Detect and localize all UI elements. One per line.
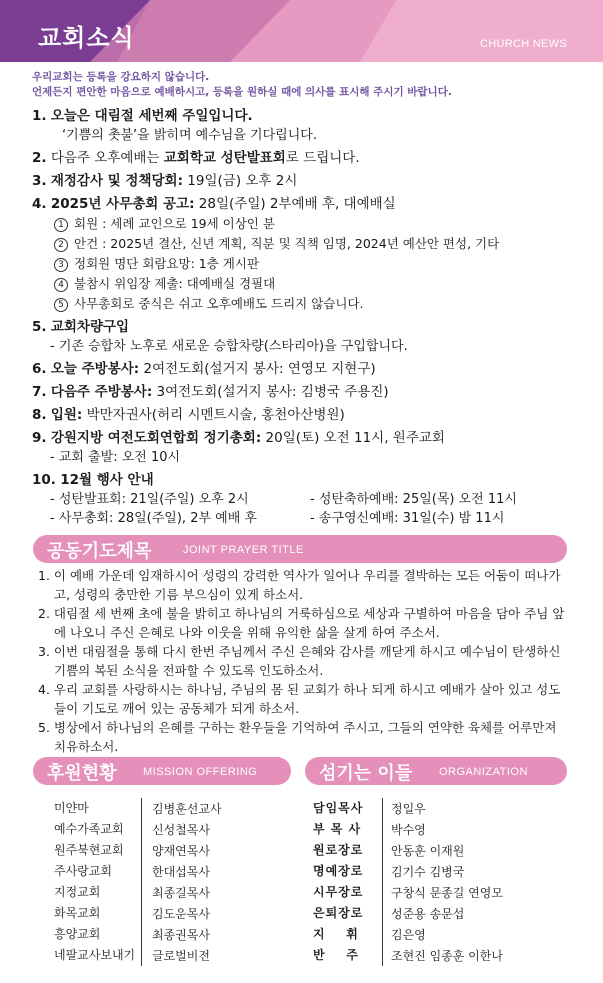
role-names: 김은영 [391, 928, 426, 942]
news-item-7 [32, 382, 592, 402]
item-heading: 다음주 주방봉사: [50, 384, 153, 400]
role-label: 부 목 사 [313, 819, 383, 840]
table-row [54, 945, 222, 966]
item-text: 3여전도회(설거지 봉사: 김병국 주용진) [152, 384, 389, 400]
table-row [313, 882, 503, 903]
table-row [54, 819, 222, 840]
missionary-name: 최종길목사 [152, 886, 210, 900]
event-schedule [32, 490, 592, 528]
news-item-5 [32, 317, 592, 356]
sub-list-item [32, 214, 592, 234]
table-row [54, 924, 222, 945]
event-column-left [50, 490, 310, 528]
news-item-10 [32, 470, 592, 528]
circled-number: 5 [54, 298, 68, 312]
church-name: 미얀마 [54, 798, 142, 819]
news-item-3 [32, 171, 592, 191]
church-name: 원주북현교회 [54, 840, 142, 861]
item-detail: ‘기쁨의 촛불’을 밝히며 예수님을 기다립니다. [62, 128, 317, 143]
missionary-name: 김도운목사 [152, 907, 210, 921]
item-detail: - 기존 승합차 노후로 새로운 승합차량(스타리아)을 구입합니다. [50, 339, 408, 354]
role-names: 정일우 [391, 802, 426, 816]
role-names: 조현진 임종훈 이한나 [391, 949, 503, 963]
role-names: 박수영 [391, 823, 426, 837]
role-names: 안동훈 이재원 [391, 844, 465, 858]
sub-list-text: 회원 : 세례 교인으로 19세 이상인 분 [74, 216, 275, 231]
news-item-4 [32, 194, 592, 314]
item-text: 19일(금) 오후 2시 [183, 173, 298, 189]
section-title: 후원현황 [47, 763, 117, 784]
section-title-en: MISSION OFFERING [143, 766, 258, 778]
prayer-item: 2. 대림절 세 번째 초에 불을 밝히고 하나님의 거룩하심으로 세상과 구별하여 마음을 담아 주님 앞에 나오니 주신 은혜로 나와 이웃을 위해 유익한 삶을 살게 하여 주소서. [38, 606, 565, 640]
table-row [313, 819, 503, 840]
item-number: 6. [32, 361, 47, 377]
item-number: 8. [32, 407, 47, 423]
role-label: 은퇴장로 [313, 903, 383, 924]
section-title: 공동기도제목 [47, 541, 152, 562]
church-name: 예수가족교회 [54, 819, 142, 840]
prayer-section-header [33, 535, 567, 563]
item-number: 7. [32, 384, 47, 400]
news-item-2 [32, 148, 592, 168]
item-text: 박만자권사(허리 시멘트시술, 홍천아산병원) [82, 407, 345, 423]
sub-list-text: 사무총회로 중식은 쉬고 오후예배도 드리지 않습니다. [74, 296, 364, 311]
sub-list-text: 불참시 위임장 제출: 대예배실 경필대 [74, 276, 276, 291]
table-row [313, 924, 503, 945]
item-text: 2여전도회(설거지 봉사: 연영모 지현구) [139, 361, 376, 377]
table-row [54, 861, 222, 882]
event-line: - 송구영신예배: 31일(수) 밤 11시 [310, 511, 505, 526]
event-line: - 성탄발표회: 21일(주일) 오후 2시 [50, 492, 249, 507]
sub-list-item [32, 294, 592, 314]
item-number: 1. [32, 108, 47, 124]
item-text: 다음주 오후예배는 [50, 150, 164, 166]
table-row [54, 798, 222, 819]
news-item-9 [32, 428, 592, 467]
registration-notice [32, 70, 452, 100]
missionary-name: 양재연목사 [152, 844, 210, 858]
notice-line-1: 우리교회는 등록을 강요하지 않습니다. [32, 71, 210, 83]
role-label: 반 주 [313, 945, 383, 966]
table-row [313, 840, 503, 861]
role-label: 명예장로 [313, 861, 383, 882]
mission-section-header [33, 757, 291, 785]
table-row [54, 903, 222, 924]
missionary-name: 김병훈선교사 [152, 802, 222, 816]
church-name: 주사랑교회 [54, 861, 142, 882]
item-text: 로 드립니다. [285, 150, 360, 166]
item-heading: 재정감사 및 정책당회: [50, 173, 183, 189]
news-item-8 [32, 405, 592, 425]
circled-number: 4 [54, 278, 68, 292]
item-number: 3. [32, 173, 47, 189]
page-subtitle: CHURCH NEWS [479, 38, 567, 50]
prayer-item: 5. 병상에서 하나님의 은혜를 구하는 환우들을 기억하여 주시고, 그들의 연약한 육체를 어루만져 치유하소서. [38, 720, 557, 754]
sub-list-item [32, 274, 592, 294]
news-list [32, 106, 592, 531]
section-title-en: JOINT PRAYER TITLE [183, 544, 304, 556]
sub-list-text: 정회원 명단 회람요망: 1층 게시판 [74, 256, 260, 271]
item-heading: 교회차량구입 [50, 319, 130, 335]
sub-list-item [32, 254, 592, 274]
item-detail: - 교회 출발: 오전 10시 [50, 450, 181, 465]
prayer-item: 3. 이번 대림절을 통해 다시 한번 주님께서 주신 은혜와 감사를 깨닫게 하시고 예수님이 탄생하신 기쁨의 복된 소식을 전파할 수 있도록 인도하소서. [38, 644, 561, 678]
table-row [313, 798, 503, 819]
section-title: 섬기는 이들 [319, 763, 413, 784]
item-number: 5. [32, 319, 47, 335]
table-row [54, 840, 222, 861]
event-column-right [310, 490, 517, 528]
news-item-1 [32, 106, 592, 145]
header-banner [0, 0, 603, 62]
organization-table [313, 798, 503, 966]
church-name: 지정교회 [54, 882, 142, 903]
role-names: 구창식 문종길 연영모 [391, 886, 503, 900]
sub-list-item [32, 234, 592, 254]
item-text: 28일(주일) 2부예배 후, 대예배실 [194, 196, 396, 212]
section-title-en: ORGANIZATION [439, 766, 528, 778]
circled-number: 1 [54, 218, 68, 232]
organization-section-header [305, 757, 567, 785]
missionary-name: 신성철목사 [152, 823, 210, 837]
table-row [313, 861, 503, 882]
role-label: 지 휘 [313, 924, 383, 945]
event-line: - 사무총회: 28일(주일), 2부 예배 후 [50, 511, 257, 526]
item-number: 2. [32, 150, 47, 166]
item-heading: 입원: [50, 407, 83, 423]
item-heading: 교회학교 성탄발표회 [163, 150, 286, 166]
circled-number: 2 [54, 238, 68, 252]
circled-number: 3 [54, 258, 68, 272]
prayer-list [38, 567, 570, 757]
item-text: 20일(토) 오전 11시, 원주교회 [261, 430, 445, 446]
church-name: 흥양교회 [54, 924, 142, 945]
table-row [313, 903, 503, 924]
church-name: 네팔교사보내기 [54, 945, 142, 966]
item-heading: 12월 행사 안내 [60, 472, 154, 488]
role-names: 성준용 송문섭 [391, 907, 465, 921]
item-number: 10. [32, 472, 56, 488]
item-heading: 2025년 사무총회 공고: [50, 196, 195, 212]
role-names: 김기수 김병국 [391, 865, 465, 879]
role-label: 원로장로 [313, 840, 383, 861]
table-row [54, 882, 222, 903]
item-number: 4. [32, 196, 47, 212]
role-label: 담임목사 [313, 798, 383, 819]
item-heading: 강원지방 여전도회연합회 정기총회: [50, 430, 262, 446]
header-light-band [360, 0, 603, 62]
item-heading: 오늘은 대림절 세번째 주일입니다. [50, 108, 253, 124]
news-item-6 [32, 359, 592, 379]
prayer-item: 4. 우리 교회를 사랑하시는 하나님, 주님의 몸 된 교회가 하나 되게 하시고 예배가 살아 있고 성도들이 기도로 깨어 있는 공동체가 되게 하소서. [38, 682, 561, 716]
missionary-name: 한대섭목사 [152, 865, 210, 879]
prayer-item: 1. 이 예배 가운데 임재하시어 성령의 강력한 역사가 일어나 우리를 결박하는 모든 어둠이 떠나가고, 성령의 충만한 기름 부으심이 있게 하소서. [38, 568, 561, 602]
notice-line-2: 언제든지 편안한 마음으로 예배하시고, 등록을 원하실 때에 의사를 표시해 주시기 바랍니다. [32, 86, 452, 98]
item-heading: 오늘 주방봉사: [50, 361, 140, 377]
church-name: 화목교회 [54, 903, 142, 924]
mission-table [54, 798, 222, 966]
missionary-name: 최종권목사 [152, 928, 210, 942]
missionary-name: 글로벌비전 [152, 949, 210, 963]
event-line: - 성탄축하예배: 25일(목) 오전 11시 [310, 492, 517, 507]
role-label: 시무장로 [313, 882, 383, 903]
item-number: 9. [32, 430, 47, 446]
sub-list-text: 안건 : 2025년 결산, 신년 계획, 직분 및 직책 임명, 2024년 예산안 편성, 기타 [74, 236, 500, 251]
table-row [313, 945, 503, 966]
page-title: 교회소식 [38, 24, 135, 52]
